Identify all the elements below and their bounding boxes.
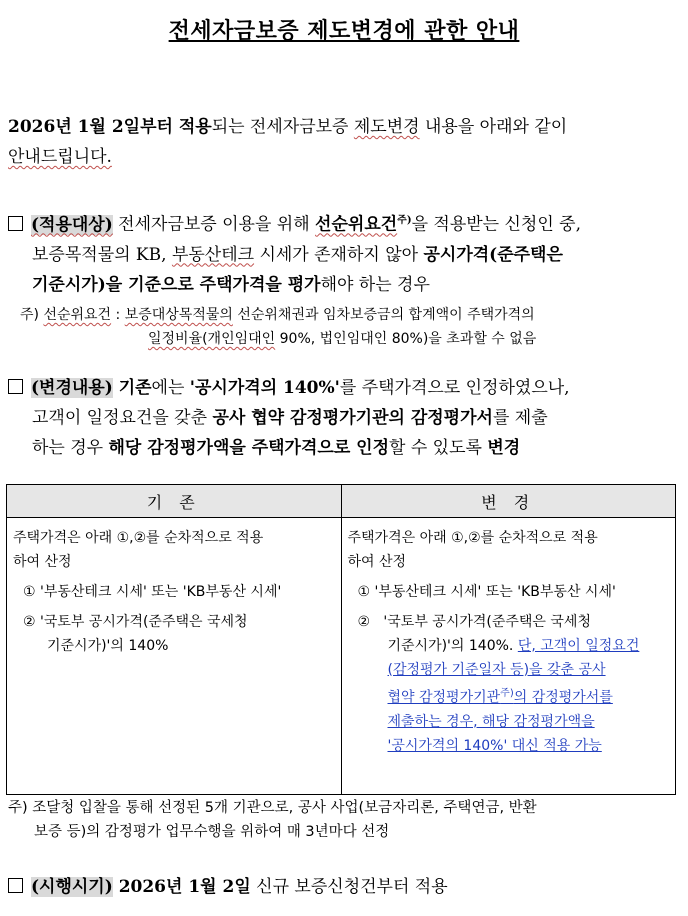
checkbox-icon	[8, 878, 23, 893]
section-label-target: (적용대상)	[31, 214, 113, 235]
intro-text-2: 내용을 아래와 같이	[419, 117, 568, 137]
note-l2b: 90%, 법인임대인 80%)을 초과할 수 없음	[275, 331, 537, 347]
section1-line2b: 부동산테크	[171, 244, 255, 265]
section1-sup: 주)	[397, 215, 412, 226]
section-label-change: (변경내용)	[31, 378, 113, 398]
section2-l2c: 를 제출	[492, 408, 548, 428]
section2-l2b: 공사 협약 감정평가기관의 감정평가서	[212, 408, 493, 428]
section2-l3c: 할 수 있도록	[389, 438, 488, 458]
section-label-effective: (시행시기)	[31, 877, 113, 897]
section2-l1a: 기존	[112, 378, 152, 398]
after-l3: (감정평가 기준일자 등)을 갖춘 공사	[387, 662, 606, 678]
table-cell-before	[7, 518, 342, 795]
section2-l3b: 해당 감정평가액을 주택가격으로 인정	[108, 438, 390, 458]
section1-text2: 을 적용받는 신청인 중,	[411, 214, 581, 235]
section2-l3a: 하는 경우	[32, 438, 109, 458]
intro-text: 되는 전세자금보증	[211, 117, 354, 137]
section1-text: 전세자금보증 이용을 위해	[112, 214, 316, 235]
section1-line2d: 공시가격(준주택은	[423, 244, 563, 265]
checkbox-icon	[8, 216, 23, 231]
before-intro1: 주택가격은 아래 ①,②를 순차적으로 적용	[13, 530, 264, 546]
after-intro1: 주택가격은 아래 ①,②를 순차적으로 적용	[347, 530, 598, 546]
page-title: 전세자금보증 제도변경에 관한 안내	[168, 19, 520, 44]
section3-date: 2026년 1월 2일	[112, 877, 251, 897]
footnote-l2: 보증 등)의 감정평가 업무수행을 위하여 매 3년마다 선정	[34, 824, 390, 840]
note-l1b: 선순위채권과 임차보증금의 합계액이 주택가격의	[232, 307, 535, 323]
after-l4a: 협약 감정평가기관	[387, 689, 501, 706]
before-item1: ① '부동산테크 시세' 또는 'KB부동산 시세'	[23, 584, 282, 600]
intro-line2: 안내드립니다.	[8, 147, 112, 167]
after-l4b: 의 감정평가서를	[513, 689, 613, 706]
after-item1: ① '부동산테크 시세' 또는 'KB부동산 시세'	[357, 584, 616, 600]
section2-l1c: '공시가격의 140%'	[189, 378, 340, 398]
table-header-row	[7, 485, 676, 518]
section-change	[8, 373, 680, 463]
after-item2-num: ②	[357, 614, 371, 630]
table-head-before: 기 존	[7, 485, 342, 518]
section3-rest: 신규 보증신청건부터 적용	[250, 877, 448, 897]
section2-l3d: 변경	[487, 438, 521, 458]
note-l1a: 보증대상목적물의	[124, 307, 233, 323]
checkbox-icon	[8, 379, 23, 394]
footnote-prefix: 주)	[8, 800, 28, 816]
before-item2a: ② '국토부 공시가격(준주택은 국세청	[23, 614, 248, 630]
intro-date: 2026년 1월 2일부터 적용	[8, 117, 212, 137]
table-row	[7, 518, 676, 795]
note-prefix: 주)	[20, 307, 39, 323]
section1-line2a: 보증목적물의 KB,	[32, 244, 172, 265]
table-cell-after	[341, 518, 676, 795]
table-head-after: 변 경	[341, 485, 676, 518]
section1-note	[20, 303, 680, 351]
intro-paragraph	[8, 112, 680, 172]
after-item2b: 기준시가)'의 140%.	[387, 638, 518, 654]
after-item2c: 단, 고객이 일정요건	[517, 638, 640, 654]
after-intro2: 하여 산정	[347, 554, 407, 570]
section1-line3b: 해야 하는 경우	[320, 274, 430, 295]
note-l2a: 일정비율(개인임대인	[148, 331, 276, 347]
after-l6: '공시가격의 140%' 대신 적용 가능	[387, 737, 602, 754]
intro-word: 제도변경	[353, 117, 420, 137]
section1-line3a: 기준시가)을 기준으로 주택가격을 평가	[32, 274, 321, 295]
note-colon: :	[115, 307, 121, 323]
section-target	[8, 206, 680, 300]
section1-bold: 선순위요건	[315, 214, 398, 235]
before-item2b: 기준시가)'의 140%	[47, 638, 169, 654]
section-effective	[8, 872, 680, 902]
comparison-table	[6, 484, 676, 795]
section2-l1d: 를 주택가격으로 인정하였으나,	[339, 378, 570, 398]
after-l5: 제출하는 경우, 해당 감정평가액을	[387, 713, 595, 730]
section1-line2c: 시세가 존재하지 않아	[254, 244, 424, 265]
footnote-l1: 조달청 입찰을 통해 선정된 5개 기관으로, 공사 사업(보금자리론, 주택연금, 반환	[32, 800, 537, 816]
section2-l1b: 에는	[151, 378, 190, 398]
after-item2a: '국토부 공시가격(준주택은 국세청	[383, 614, 591, 630]
after-l4sup: 주)	[500, 688, 514, 699]
before-intro2: 하여 산정	[13, 554, 72, 570]
footnote	[8, 796, 680, 844]
note-label: 선순위요건	[43, 307, 112, 323]
section2-l2a: 고객이 일정요건을 갖춘	[32, 408, 213, 428]
